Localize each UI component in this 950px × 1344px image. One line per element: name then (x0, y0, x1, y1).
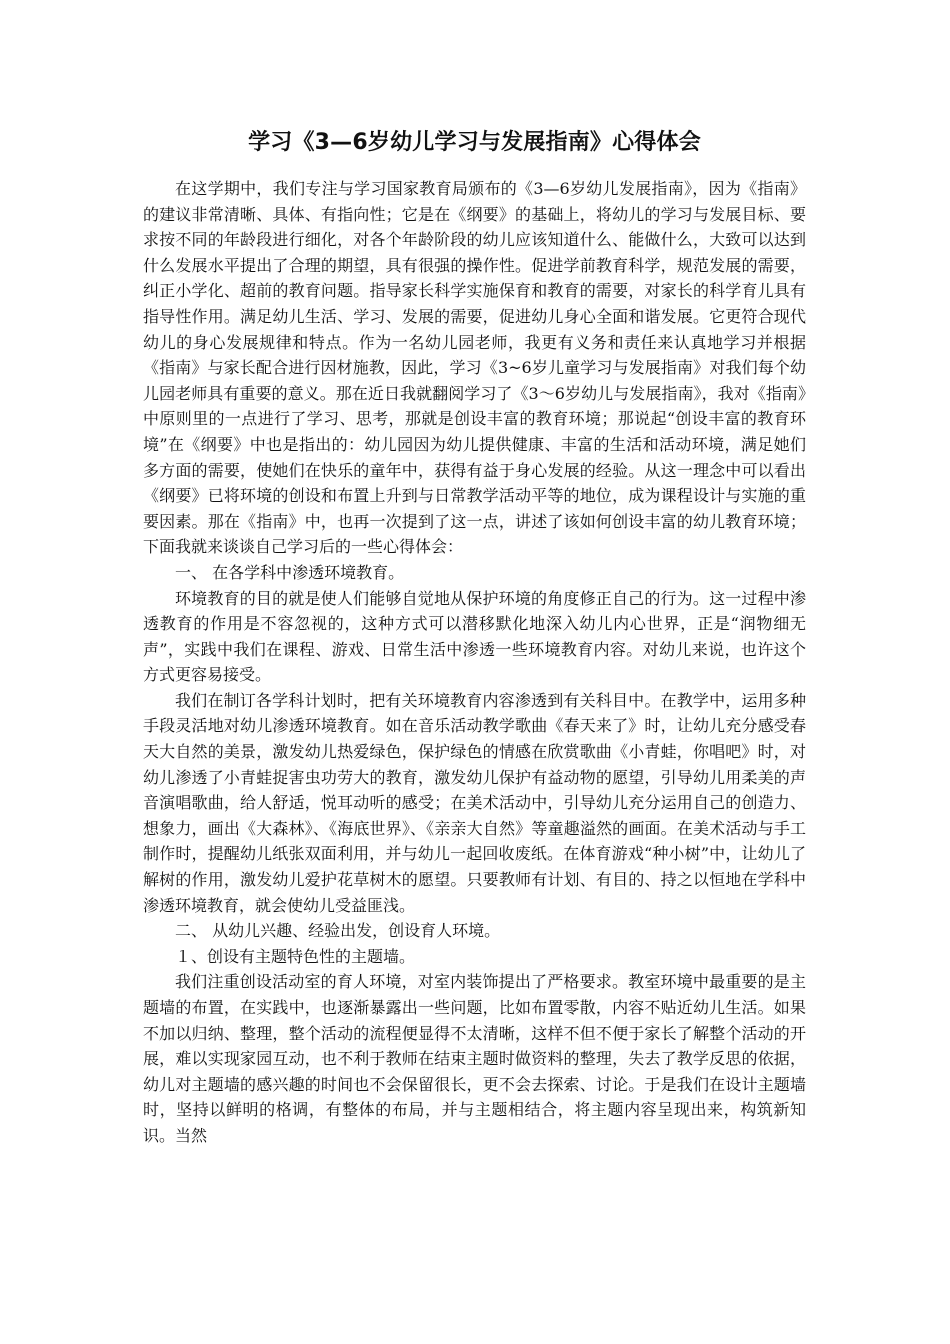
section-heading-2: 二、 从幼儿兴趣、经验出发，创设育人环境。 (175, 921, 501, 941)
subsection-heading-1: １、创设有主题特色性的主题墙。 (175, 946, 416, 966)
paragraph-subject-plans: 我们在制订各学科计划时，把有关环境教育内容渗透到有关科目中。在教学中，运用多种手段灵活地对幼儿渗透环境教育。如在音乐活动教学歌曲《春天来了》时，让幼儿充分感受春天大自然的美景，激发幼儿热爱绿色，保护绿色的情感在欣赏歌曲《小青蛙，你唱吧》时，对幼儿渗透了小青蛙捉害虫功劳大的教育，激发幼儿保护有益动物的愿望，引导幼儿用柔美的声音演唱歌曲，给人舒适，悦耳动听的感受；在美术活动中，引导幼儿充分运用自己的创造力、想象力，画出《大森林》、《海底世界》、《亲亲大自然》等童趣溢然的画面。在美术活动与手工制作时，提醒幼儿纸张双面利用，并与幼儿一起回收废纸。在体育游戏“种小树”中，让幼儿了解树的作用，激发幼儿爱护花草树木的愿望。只要教师有计划、有目的、持之以恒地在学科中渗透环境教育，就会使幼儿受益匪浅。 (143, 690, 806, 915)
paragraph-theme-wall: 我们注重创设活动室的育人环境，对室内装饰提出了严格要求。教室环境中最重要的是主题墙的布置，在实践中，也逐渐暴露出一些问题，比如布置零散，内容不贴近幼儿生活。如果不加以归纳、整理，整个活动的流程便显得不太清晰，这样不但不便于家长了解整个活动的开展，难以实现家园互动，也不利于教师在结束主题时做资料的整理，失去了教学反思的依据，幼儿对主题墙的感兴趣的时间也不会保留很长，更不会去探索、讨论。于是我们在设计主题墙时，坚持以鲜明的格调，有整体的布局，并与主题相结合，将主题内容呈现出来，构筑新知识。当然 (143, 972, 806, 1145)
document-title: 学习《3—6岁幼儿学习与发展指南》心得体会 (248, 130, 701, 155)
section-heading-1: 一、 在各学科中渗透环境教育。 (175, 562, 405, 582)
document-page (143, 128, 806, 1149)
paragraph-intro: 在这学期中，我们专注与学习国家教育局颁布的《3—6岁幼儿发展指南》，因为《指南》的建议非常清晰、具体、有指向性；它是在《纲要》的基础上，将幼儿的学习与发展目标、要求按不同的年龄段进行细化，对各个年龄阶段的幼儿应该知道什么、能做什么，大致可以达到什么发展水平提出了合理的期望，具有很强的操作性。促进学前教育科学，规范发展的需要，纠正小学化、超前的教育问题。指导家长科学实施保育和教育的需要，对家长的科学育儿具有指导性作用。满足幼儿生活、学习、发展的需要，促进幼儿身心全面和谐发展。它更符合现代幼儿的身心发展规律和特点。作为一名幼儿园老师，我更有义务和责任来认真地学习并根据《指南》与家长配合进行因材施教，因此，学习《3~6岁儿童学习与发展指南》对我们每个幼儿园老师具有重要的意义。那在近日我就翻阅学习了《3～6岁幼儿与发展指南》，我对《指南》中原则里的一点进行了学习、思考，那就是创设丰富的教育环境；那说起“创设丰富的教育环境”在《纲要》中也是指出的：幼儿园因为幼儿提供健康、丰富的生活和活动环境，满足她们多方面的需要，使她们在快乐的童年中，获得有益于身心发展的经验。从这一理念中可以看出《纲要》已将环境的创设和布置上升到与日常教学活动平等的地位，成为课程设计与实施的重要因素。那在《指南》中，也再一次提到了这一点，讲述了该如何创设丰富的幼儿教育环境；下面我就来谈谈自己学习后的一些心得体会： (143, 179, 806, 557)
paragraph-environment-goal: 环境教育的目的就是使人们能够自觉地从保护环境的角度修正自己的行为。这一过程中渗透教育的作用是不容忽视的，这种方式可以潜移默化地深入幼儿内心世界，正是“润物细无声”，实践中我们在课程、游戏、日常生活中渗透一些环境教育内容。对幼儿来说，也许这个方式更容易接受。 (143, 588, 806, 685)
